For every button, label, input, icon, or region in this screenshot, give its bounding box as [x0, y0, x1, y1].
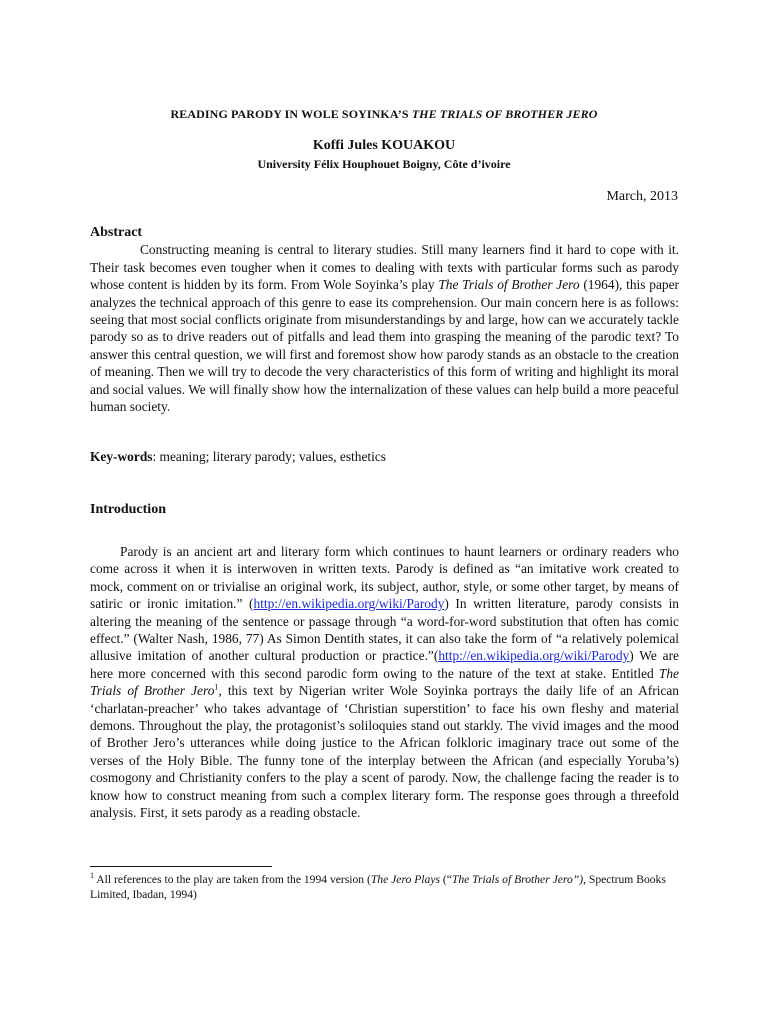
keywords-line	[90, 448, 679, 465]
introduction-section	[90, 543, 679, 822]
abstract-paragraph: Constructing meaning is central to literary studies. Still many learners find it hard to cope with it. Their task becomes even tougher when it comes to dealing with texts with particular forms such as parody whose content is hidden by its form. From Wole Soyinka’s play The Trials of Brother Jero (1964), this paper analyzes the technical approach of this genre to ease its comprehension. Our main concern here is as follows: seeing that most social conflicts originate from misunderstandings by and large, how can we accurately tackle parody so as to drive readers out of pitfalls and lead them into grasping the meaning of the parodic text? To answer this central question, we will first and foremost show how parody stands as an obstacle to the creation of meaning. Then we will try to decode the very characteristics of this form of writing and highlight its moral and social values. We will finally show how the internalization of these values can help build a more peaceful human society.	[90, 242, 679, 415]
footnote-separator	[90, 866, 272, 867]
wikipedia-link-2[interactable]: http://en.wikipedia.org/wiki/Parody	[438, 648, 630, 664]
paper-title: READING PARODY IN WOLE SOYINKA’S THE TRIALS OF BROTHER JERO	[170, 107, 598, 121]
keywords-label: Key-words	[90, 449, 153, 464]
introduction-heading: Introduction	[90, 502, 166, 517]
author-name: Koffi Jules KOUAKOU	[312, 138, 456, 153]
author-affiliation: University Félix Houphouet Boigny, Côte d’ivoire	[257, 157, 511, 171]
wikipedia-link-1[interactable]: http://en.wikipedia.org/wiki/Parody	[253, 596, 445, 612]
footnote-reference: 1	[214, 682, 219, 692]
publication-date: March, 2013	[606, 189, 678, 204]
abstract-heading: Abstract	[90, 225, 143, 240]
keywords-text: : meaning; literary parody; values, esthetics	[152, 449, 387, 464]
abstract-section	[90, 224, 679, 415]
introduction-paragraph: Parody is an ancient art and literary form which continues to haunt learners or ordinary readers who come across it when it is interwoven in written texts. Parody is defined as “an imitative work created to mock, comment on or trivialise an original work, its subject, author, style, or some other target, by means of satiric or ironic imitation.” (http://en.wikipedia.org/wiki/Parody) In written literature, parody consists in altering the meaning of the sentence or passage through “a word-for-word substitution that often has comic effect.” (Walter Nash, 1986, 77) As Simon Dentith states, it can also take the form of “a relatively polemical allusive imitation of another cultural production or practice.”(http://en.wikipedia.org/wiki/Parody) We are here more concerned with this second parodic form owing to the nature of the text at stake. Entitled The Trials of Brother Jero$^1$, this text by Nigerian writer Wole Soyinka portrays the daily life of an African ‘charlatan-preacher’ who takes advantage of ‘Christian superstition’ to face his own fleshy and material demons. Throughout the play, the protagonist’s soliloquies stand out starkly. The vivid images and the mood of Brother Jero’s utterances while doing justice to the African folkloric imaginary trace out some of the verses of the Holy Bible. The funny tone of the interplay between the African (and especially Yoruba’s) cosmogony and Christianity confers to the play a scent of parody. Now, the challenge facing the reader is to know how to construct meaning from such a complex literary form. The response goes through a threefold analysis. First, it sets parody as a reading obstacle.	[90, 544, 679, 821]
footnote: $^1$ All references to the play are taken from the 1994 version (The Jero Plays (“The Trials of Brother Jero”), Spectrum Books Limited, Ibadan, 1994)	[90, 871, 666, 901]
